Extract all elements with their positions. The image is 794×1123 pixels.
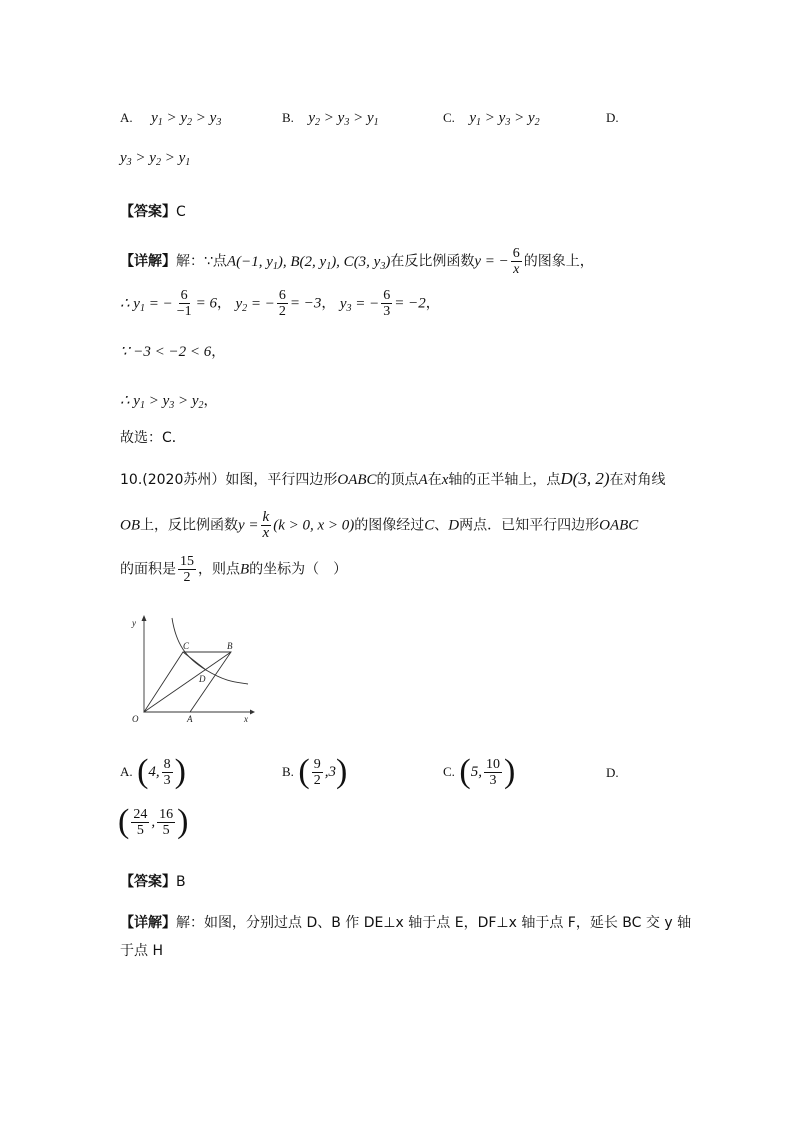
q10-option-d-math: ( $\frac{24}{5}$ , $\frac{16}{5}$ ) <box>118 803 189 840</box>
q10-option-b: B. ( $\frac{9}{2}$ ,3) <box>282 753 348 790</box>
label-a: A <box>187 714 193 724</box>
q9-option-b: B. $y_2 > y_3 > y_1$ <box>282 110 379 128</box>
label-c: C <box>183 641 190 651</box>
label-o: O <box>132 714 139 724</box>
q9-because-line: ∵ −3 < −2 < 6， <box>120 344 226 360</box>
label-x: x <box>244 714 248 724</box>
q9-option-c-math: $y_1 > y_3 > y_2$ <box>469 110 540 128</box>
q10-figure <box>120 612 260 727</box>
q10-option-a: A. (4, $\frac{8}{3}$ ) <box>120 753 186 790</box>
q10-option-c: C. (5, $\frac{10}{3}$ ) <box>443 753 516 790</box>
q9-points-math: A <box>226 253 237 270</box>
q10-detail-line2: 于点 H <box>120 943 163 959</box>
q10-answer: 【答案】B <box>120 874 186 890</box>
hyperbola-curve <box>172 618 248 684</box>
q9-detail-line: 【详解】解：∵点A(−1, $y_1$), B(2, $y_1$), C(3, $y_3$)在反比例函数y = − $\frac{6}{x}$ 的图象上， <box>120 246 594 277</box>
diagonal-ob <box>144 652 231 712</box>
q9-option-a: A. $y_1 > y_2 > y_3$ <box>120 110 222 128</box>
q10-line3: 的面积是 $\frac{15}{2}$ ，则点B的坐标为（ ） <box>120 554 348 585</box>
q9-calc-line: ∴ $y_1$ = − $\frac{6}{-1}$ = 6， $y_2$ = − $\frac{6}{2}$ = −3， $y_3$ = − $\frac{6}{3}$ = −2， <box>120 288 440 319</box>
q9-option-d: D. <box>606 110 619 125</box>
x-axis-arrow-icon <box>250 710 255 715</box>
q10-line2: OB上，反比例函数y = $\frac{k}{x}$ (k > 0, x > 0)的图像经过C、D两点．已知平行四边形OABC <box>120 509 639 541</box>
label-d: D <box>199 674 206 684</box>
q9-option-c: C. $y_1 > y_3 > y_2$ <box>443 110 540 128</box>
q10-option-d: D. <box>606 765 619 780</box>
label-y: y <box>132 618 136 628</box>
q10-line1: 10.(2020苏州）如图，平行四边形OABC的顶点A在x轴的正半轴上，点D(3, 2)在对角线 <box>120 469 666 488</box>
q9-option-b-math: $y_2 > y_3 > y_1$ <box>308 110 379 128</box>
q9-answer: 【答案】C <box>120 204 186 220</box>
q9-choose: 故选：C． <box>120 430 186 446</box>
label-b: B <box>227 641 233 651</box>
segment-cd <box>183 652 206 670</box>
q9-function-math: y = − <box>474 253 509 270</box>
q9-option-a-math: $y_1 > y_2 > y_3$ <box>151 110 222 128</box>
y-axis-arrow-icon <box>142 615 147 621</box>
q9-option-d-math: $y_3 > y_2 > y_1$ <box>120 150 191 168</box>
q10-detail-line1: 【详解】解：如图，分别过点 D、B 作 DE⊥x 轴于点 E，DF⊥x 轴于点 F，延长 BC 交 y 轴 <box>120 915 692 931</box>
q9-therefore-line: ∴ $y_1 > y_3 > y_2$， <box>120 393 218 411</box>
